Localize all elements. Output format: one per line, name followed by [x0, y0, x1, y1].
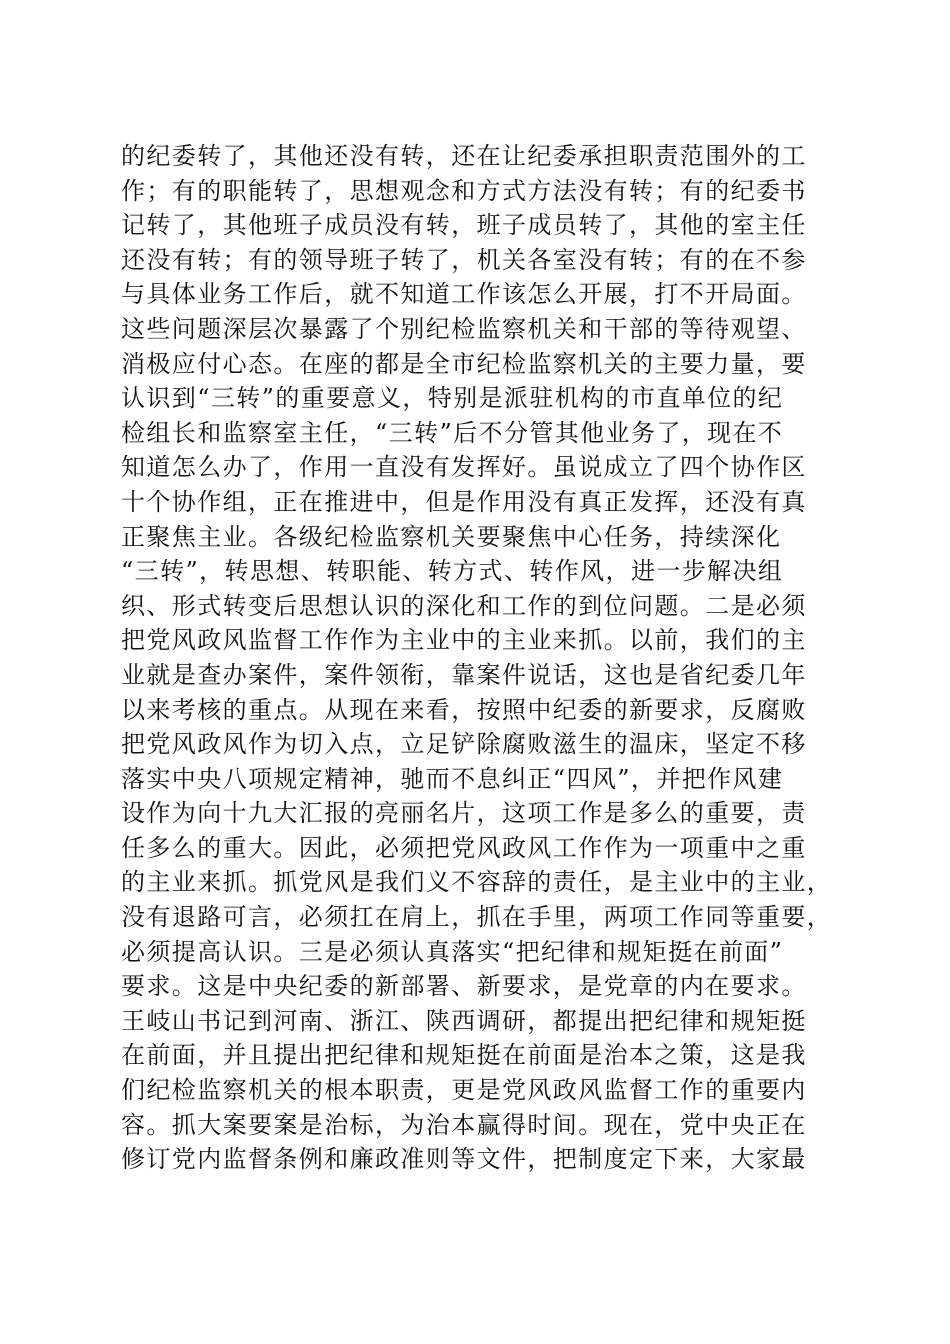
text-line: 还没有转；有的领导班子转了，机关各室没有转；有的在不参 — [121, 245, 807, 274]
text-line: 要求。这是中央纪委的新部署、新要求，是党章的内在要求。 — [121, 972, 807, 1001]
text-line: 消极应付心态。在座的都是全市纪检监察机关的主要力量，要 — [121, 349, 807, 378]
text-line: 没有退路可言，必须扛在肩上，抓在手里，两项工作同等重要， — [121, 903, 833, 932]
text-line: 容。抓大案要案是治标，为治本赢得时间。现在，党中央正在 — [121, 1110, 807, 1139]
text-line: 的纪委转了，其他还没有转，还在让纪委承担职责范围外的工 — [121, 142, 807, 170]
text-line: 把党风政风作为切入点，立足铲除腐败滋生的温床，坚定不移 — [121, 730, 807, 759]
text-line: 认识到“三转”的重要意义，特别是派驻机构的市直单位的纪 — [121, 384, 784, 413]
body-text — [121, 139, 841, 1177]
text-line: 正聚焦主业。各级纪检监察机关要聚焦中心任务，持续深化 — [121, 522, 782, 551]
text-line: 这些问题深层次暴露了个别纪检监察机关和干部的等待观望、 — [121, 314, 807, 343]
text-line: 记转了，其他班子成员没有转，班子成员转了，其他的室主任 — [121, 211, 807, 240]
text-line: 知道怎么办了，作用一直没有发挥好。虽说成立了四个协作区 — [121, 453, 807, 482]
text-line: 修订党内监督条例和廉政准则等文件，把制度定下来，大家最 — [121, 1145, 807, 1174]
text-line: 在前面，并且提出把纪律和规矩挺在前面是治本之策，这是我 — [121, 1041, 807, 1070]
text-line: 作；有的职能转了，思想观念和方式方法没有转；有的纪委书 — [121, 176, 807, 205]
text-line: 检组长和监察室主任，“三转”后不分管其他业务了，现在不 — [121, 418, 784, 447]
text-line: 任多么的重大。因此，必须把党风政风工作作为一项重中之重 — [121, 833, 807, 862]
text-line: 业就是查办案件，案件领衔，靠案件说话，这也是省纪委几年 — [121, 660, 807, 689]
text-line: 设作为向十九大汇报的亮丽名片，这项工作是多么的重要，责 — [121, 799, 807, 828]
text-line: 十个协作组，正在推进中，但是作用没有真正发挥，还没有真 — [121, 487, 807, 516]
text-line: “三转”，转思想、转职能、转方式、转作风，进一步解决组 — [121, 557, 784, 586]
text-line: 与具体业务工作后，就不知道工作该怎么开展，打不开局面。 — [121, 280, 807, 309]
text-line: 织、形式转变后思想认识的深化和工作的到位问题。二是必须 — [121, 591, 807, 620]
text-line: 必须提高认识。三是必须认真落实“把纪律和规矩挺在前面” — [121, 937, 784, 966]
text-line: 王岐山书记到河南、浙江、陕西调研，都提出把纪律和规矩挺 — [121, 1006, 807, 1035]
text-line: 把党风政风监督工作作为主业中的主业来抓。以前，我们的主 — [121, 626, 807, 655]
text-line: 的主业来抓。抓党风是我们义不容辞的责任，是主业中的主业， — [121, 868, 833, 897]
text-line: 们纪检监察机关的根本职责，更是党风政风监督工作的重要内 — [121, 1076, 807, 1105]
text-line: 以来考核的重点。从现在来看，按照中纪委的新要求，反腐败 — [121, 695, 807, 724]
text-line: 落实中央八项规定精神，驰而不息纠正“四风”，并把作风建 — [121, 764, 784, 793]
